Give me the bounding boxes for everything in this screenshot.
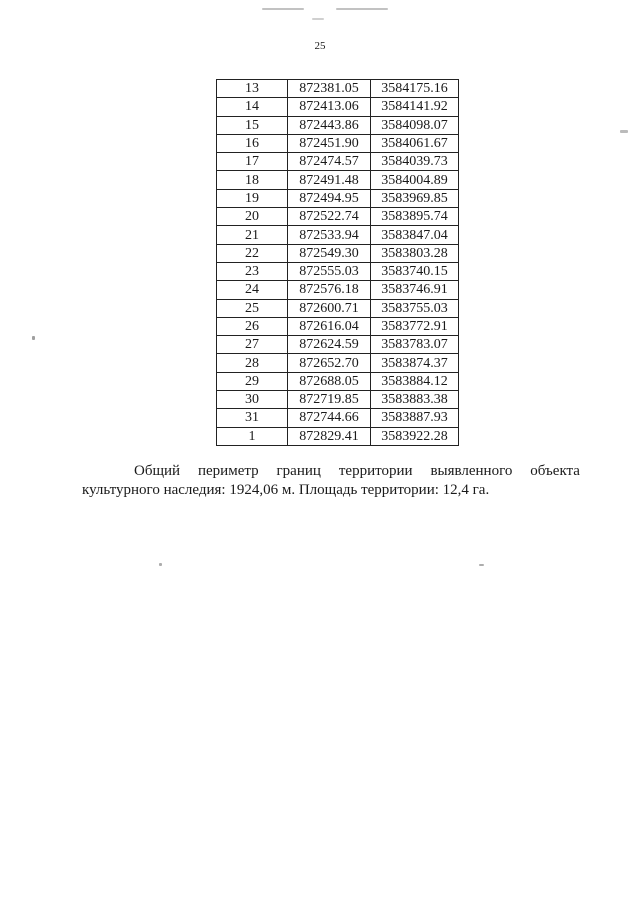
point-number-cell: 23: [217, 262, 288, 280]
summary-line-2: культурного наследия: 1924,06 м. Площадь территории: 12,4 га.: [82, 482, 490, 498]
x-coordinate-cell: 872719.85: [288, 391, 371, 409]
y-coordinate-cell: 3583874.37: [371, 354, 459, 372]
point-number-cell: 28: [217, 354, 288, 372]
summary-line-1: [82, 462, 580, 481]
y-coordinate-cell: 3583803.28: [371, 244, 459, 262]
table-row: [217, 281, 459, 299]
y-coordinate-cell: 3583783.07: [371, 336, 459, 354]
point-number-cell: 29: [217, 372, 288, 390]
coordinates-table: [216, 79, 459, 446]
y-coordinate-cell: 3583887.93: [371, 409, 459, 427]
x-coordinate-cell: 872491.48: [288, 171, 371, 189]
point-number-cell: 26: [217, 317, 288, 335]
y-coordinate-cell: 3583895.74: [371, 208, 459, 226]
x-coordinate-cell: 872522.74: [288, 208, 371, 226]
x-coordinate-cell: 872829.41: [288, 427, 371, 445]
point-number-cell: 19: [217, 189, 288, 207]
y-coordinate-cell: 3583746.91: [371, 281, 459, 299]
coordinates-table-body: [217, 80, 459, 446]
x-coordinate-cell: 872555.03: [288, 262, 371, 280]
table-row: [217, 171, 459, 189]
table-row: [217, 354, 459, 372]
table-row: [217, 336, 459, 354]
y-coordinate-cell: 3584175.16: [371, 80, 459, 98]
point-number-cell: 27: [217, 336, 288, 354]
x-coordinate-cell: 872549.30: [288, 244, 371, 262]
point-number-cell: 18: [217, 171, 288, 189]
point-number-cell: 31: [217, 409, 288, 427]
x-coordinate-cell: 872688.05: [288, 372, 371, 390]
table-row: [217, 226, 459, 244]
point-number-cell: 17: [217, 153, 288, 171]
y-coordinate-cell: 3583740.15: [371, 262, 459, 280]
y-coordinate-cell: 3583922.28: [371, 427, 459, 445]
summary-word: территории: [338, 463, 413, 479]
table-row: [217, 80, 459, 98]
scan-artifact: [312, 18, 324, 20]
x-coordinate-cell: 872744.66: [288, 409, 371, 427]
scan-artifact: [262, 8, 304, 10]
summary-paragraph: [82, 462, 580, 500]
point-number-cell: 1: [217, 427, 288, 445]
x-coordinate-cell: 872600.71: [288, 299, 371, 317]
y-coordinate-cell: 3583847.04: [371, 226, 459, 244]
table-row: [217, 98, 459, 116]
table-row: [217, 189, 459, 207]
y-coordinate-cell: 3584141.92: [371, 98, 459, 116]
summary-word: границ: [276, 463, 321, 479]
table-row: [217, 262, 459, 280]
table-row: [217, 391, 459, 409]
table-row: [217, 317, 459, 335]
x-coordinate-cell: 872533.94: [288, 226, 371, 244]
x-coordinate-cell: 872451.90: [288, 134, 371, 152]
point-number-cell: 14: [217, 98, 288, 116]
summary-word: периметр: [198, 463, 259, 479]
y-coordinate-cell: 3584004.89: [371, 171, 459, 189]
y-coordinate-cell: 3583883.38: [371, 391, 459, 409]
point-number-cell: 30: [217, 391, 288, 409]
x-coordinate-cell: 872443.86: [288, 116, 371, 134]
scan-artifact: [32, 336, 35, 340]
summary-word: Общий: [134, 463, 181, 479]
table-row: [217, 208, 459, 226]
point-number-cell: 22: [217, 244, 288, 262]
page-number: 25: [314, 40, 326, 52]
y-coordinate-cell: 3583884.12: [371, 372, 459, 390]
table-row: [217, 244, 459, 262]
scan-artifact: [620, 130, 628, 133]
x-coordinate-cell: 872576.18: [288, 281, 371, 299]
x-coordinate-cell: 872616.04: [288, 317, 371, 335]
point-number-cell: 24: [217, 281, 288, 299]
summary-word: объекта: [530, 463, 580, 479]
x-coordinate-cell: 872413.06: [288, 98, 371, 116]
table-row: [217, 116, 459, 134]
point-number-cell: 25: [217, 299, 288, 317]
y-coordinate-cell: 3584039.73: [371, 153, 459, 171]
table-row: [217, 134, 459, 152]
y-coordinate-cell: 3584061.67: [371, 134, 459, 152]
point-number-cell: 15: [217, 116, 288, 134]
x-coordinate-cell: 872381.05: [288, 80, 371, 98]
table-row: [217, 153, 459, 171]
scan-artifact: [479, 564, 484, 566]
point-number-cell: 21: [217, 226, 288, 244]
table-row: [217, 299, 459, 317]
scan-artifact: [336, 8, 388, 10]
point-number-cell: 16: [217, 134, 288, 152]
x-coordinate-cell: 872474.57: [288, 153, 371, 171]
y-coordinate-cell: 3584098.07: [371, 116, 459, 134]
point-number-cell: 20: [217, 208, 288, 226]
scan-artifact: [159, 563, 162, 566]
table-row: [217, 372, 459, 390]
x-coordinate-cell: 872494.95: [288, 189, 371, 207]
x-coordinate-cell: 872624.59: [288, 336, 371, 354]
table-row: [217, 427, 459, 445]
x-coordinate-cell: 872652.70: [288, 354, 371, 372]
point-number-cell: 13: [217, 80, 288, 98]
table-row: [217, 409, 459, 427]
summary-word: выявленного: [430, 463, 513, 479]
y-coordinate-cell: 3583755.03: [371, 299, 459, 317]
y-coordinate-cell: 3583969.85: [371, 189, 459, 207]
y-coordinate-cell: 3583772.91: [371, 317, 459, 335]
